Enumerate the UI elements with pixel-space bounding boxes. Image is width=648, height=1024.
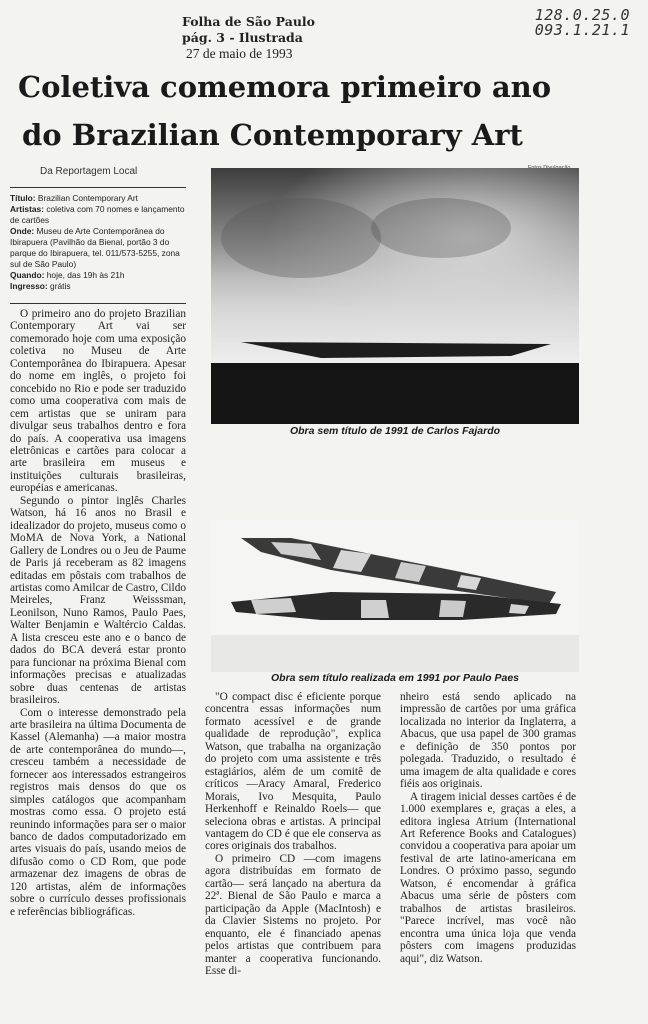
fajardo-artwork-image — [211, 168, 579, 424]
infobox-bottom-rule — [10, 303, 186, 304]
paragraph: Com o interesse demonstrado pela arte brasileira na última Documenta de Kassel (Alemanha) —a maior mostra de arte contemporânea do mundo—, cresceu também a necessidade de fornecer aos interessados estrangeiros registros mais densos do que os simples catálogos que acompanham mostras como essa. O projeto está reunindo informações para ser o maior banco de dados computadorizado em artes visuais do país, usando meios de difusão como o CD Rom, que pode armazenar dez imagens de obras de 120 artistas, além de informações sobre o currículo desses profissionais e referências bibliográficas. — [10, 706, 186, 918]
paragraph: O primeiro ano do projeto Brazilian Contemporary Art vai ser comemorado hoje com uma exposição coletiva no Museu de Arte Contemporânea do Ibirapuera. Apesar do nome em inglês, o projeto foi concebido no Rio e pode ser traduzido como uma cooperativa com mais de cem artistas que se uniram para divulgar seus trabalhos dentro e fora do país. A cooperativa usa imagens eletrônicas e cartões para colocar a arte brasileira em museus e instituições culturais brasileiras, européias e americanas. — [10, 308, 186, 495]
article-column-1 — [10, 308, 186, 918]
infobox-top-rule — [10, 187, 186, 188]
article-column-3 — [400, 691, 576, 965]
publication-date: 27 de maio de 1993 — [186, 46, 293, 61]
article-column-2 — [205, 691, 381, 977]
paragraph: A tiragem inicial desses cartões é de 1.000 exemplares e, graças a eles, a editora inglesa Atrium (International Art Reference Books and Catalogues) convidou a cooperativa para apoiar um festival de arte latino-americana em Londres. O próximo passo, segundo Watson, é encomendar à gráfica Abacus uma série de pôsters com trabalhos de artistas brasileiros. "Parece incrível, mas você não encontra uma única loja que venda pôsters com imagens produzidas aqui", diz Watson. — [400, 790, 576, 965]
paragraph: "O compact disc é eficiente porque concentra essas informações num formato acessível e de grande qualidade de reprodução", explica Watson, que trabalha na organização do projeto com uma assistente e três estagiários, além de um comitê de críticos —Aracy Amaral, Frederico Morais, Ivo Mesquita, Paulo Herkenhoff e Reinaldo Roels— que seleciona obras e artistas. A principal vantagem do CD é que ele conserva as cores originais dos trabalhos. — [205, 691, 381, 853]
artwork-photo-fajardo — [211, 168, 579, 424]
paragraph: nheiro está sendo aplicado na impressão de cartões por uma gráfica localizada no interior da Inglaterra, a Abacus, que usa papel de 300 gramas e definição de 350 pontos por polegada. Traduzido, o resultado é uma imagem de alta qualidade e cores fiéis aos originais. — [400, 691, 576, 791]
info-ingresso: Ingresso: grátis — [10, 281, 71, 291]
photo-caption-fajardo: Obra sem título de 1991 de Carlos Fajardo — [289, 425, 501, 437]
photo-caption-paes: Obra sem título realizada em 1991 por Paulo Paes — [270, 672, 520, 684]
info-quando: Quando: hoje, das 19h às 21h — [10, 270, 125, 280]
info-titulo: Título: Brazilian Contemporary Art — [10, 193, 138, 203]
byline: Da Reportagem Local — [40, 166, 138, 177]
page-section: pág. 3 - Ilustrada — [182, 30, 303, 45]
paragraph: Segundo o pintor inglês Charles Watson, há 16 anos no Brasil e idealizador do projeto, museus como o MoMA de Nova York, a National Gallery de Londres ou o Jeu de Paume de Paris já receberam as 82 imagens editadas em pôstais com trabalhos de artistas como Amilcar de Castro, Cildo Meireles, Franz Weisssman, Leonilson, Nuno Ramos, Paulo Paes, Walter Benjamin e Waltércio Caldas. A lista cresceu este ano e o banco de dados do BCA deverá estar pronto para funcionar na próxima Bienal com informações precisas e atualizadas sobre duas centenas de artistas brasileiros. — [10, 494, 186, 707]
archive-code-2: 093.1.21.1 — [534, 21, 630, 39]
info-artistas: Artistas: coletiva com 70 nomes e lançamento de cartões — [10, 204, 185, 225]
paragraph: O primeiro CD —com imagens agora distribuídas em formato de cartão— será lançado na abertura da 22ª. Bienal de São Paulo e marca a participação da Apple (MacIntosh) e da Clavier Sistems no projeto. Por enquanto, ele é financiado apenas pelos artistas que contribuem para manter a cooperativa funcionando. Esse di- — [205, 852, 381, 977]
headline-line-1: Coletiva comemora primeiro ano — [18, 70, 552, 104]
newspaper-name: Folha de São Paulo — [182, 14, 316, 29]
archive-code-1: 128.0.25.0 — [534, 6, 630, 24]
artwork-photo-paes — [211, 520, 579, 672]
headline-line-2: do Brazilian Contemporary Art — [22, 118, 523, 152]
info-onde: Onde: Museu de Arte Contemporânea do Ibirapuera (Pavilhão da Bienal, portão 3 do parque do Ibirapuera, tel. 011/573-5255, zona sul de São Paulo) — [10, 226, 180, 269]
event-info-box — [10, 193, 186, 292]
paes-artwork-image — [211, 520, 579, 672]
